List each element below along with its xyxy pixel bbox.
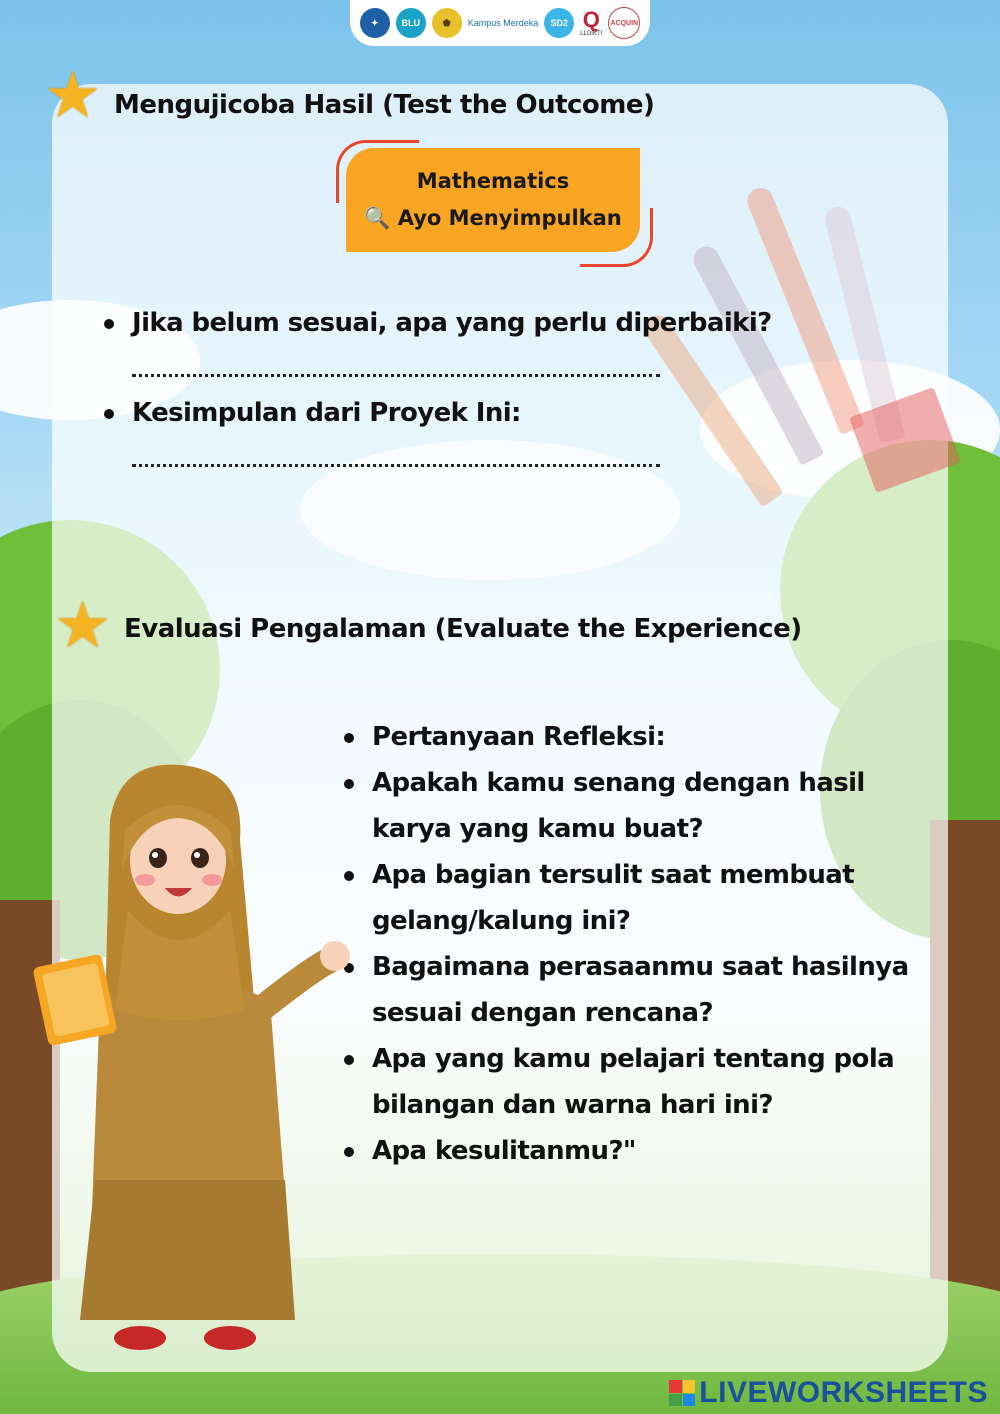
section2-title: Evaluasi Pengalaman (Evaluate the Experience) [124,614,802,644]
question-text: Apakah kamu senang dengan hasil karya yang kamu buat? [372,768,865,844]
badge-subject: Mathematics [416,169,570,194]
badge-title: Ayo Menyimpulkan [397,206,622,230]
section1-title: Mengujicoba Hasil (Test the Outcome) [114,90,655,120]
question-text: Apa bagian tersulit saat membuat gelang/kalung ini? [372,860,855,936]
question-text: Jika belum sesuai, apa yang perlu diperbaiki? [132,308,772,338]
section1-question-list-2 [100,390,521,436]
list-item [340,1036,950,1128]
question-text: Pertanyaan Refleksi: [372,722,666,752]
list-item [340,944,950,1036]
star-icon: ★ [44,59,102,133]
sd2-logo: SD2 [544,8,574,38]
list-item [100,390,521,436]
acquin-logo: ACQUIN [608,7,640,39]
question-text: Bagaimana perasaanmu saat hasilnya sesuai dengan rencana? [372,952,909,1028]
lldikti-logo: Q [582,7,600,32]
bullet-icon [104,409,114,419]
teacher-illustration [30,760,360,1360]
list-item [340,714,950,760]
kampus-merdeka-logo: Kampus Merdeka [467,17,539,28]
list-item [340,760,950,852]
bullet-icon [104,319,114,329]
section1-question-list [100,300,772,346]
list-item [100,300,772,346]
list-item [340,1128,950,1174]
magnifier-icon: 🔍 [364,206,391,230]
lldikti-caption: LLDIKTI [580,31,603,37]
liveworksheets-brand[interactable] [669,1376,988,1410]
question-text: Kesimpulan dari Proyek Ini: [132,398,521,428]
list-item [340,852,950,944]
subject-badge [346,148,640,252]
liveworksheets-text: LIVEWORKSHEETS [699,1376,988,1409]
blu-logo: BLU [396,8,426,38]
liveworksheets-logo-icon [669,1380,695,1406]
reflection-question-list [340,714,950,1174]
bullet-icon [344,733,354,743]
ministry-logo-icon: ✦ [360,8,390,38]
answer-line-1[interactable] [132,374,660,377]
star-icon: ★ [54,589,112,663]
badge-title-row [364,200,622,237]
institution-logo-bar [350,0,650,46]
question-text: Apa yang kamu pelajari tentang pola bilangan dan warna hari ini? [372,1044,895,1120]
question-text: Apa kesulitanmu?" [372,1136,636,1166]
university-crest-icon: ⬟ [432,8,462,38]
answer-line-2[interactable] [132,464,660,467]
